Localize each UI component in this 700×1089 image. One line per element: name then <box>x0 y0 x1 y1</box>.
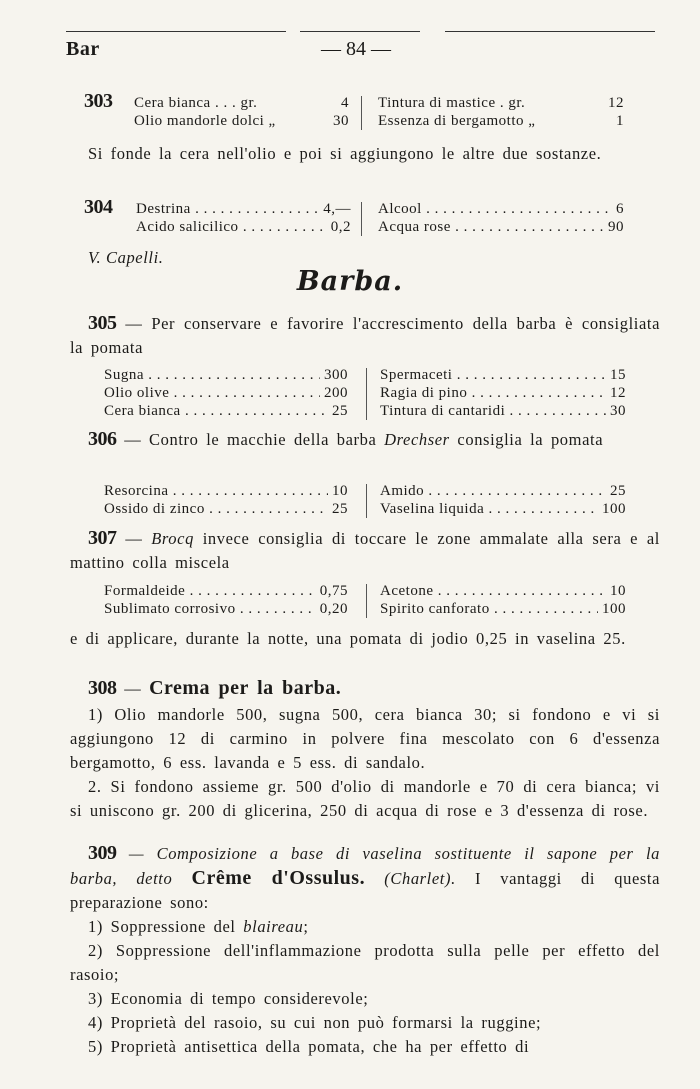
recipe-row: Spermaceti . . . 15 <box>380 366 626 384</box>
paragraph-306: 306 — Contro le macchie della barba Drechser consiglia la pomata <box>88 428 604 450</box>
recipe-right-column <box>380 366 626 420</box>
recipe-row: Alcool . . . 6 <box>378 200 624 218</box>
column-divider <box>361 96 362 130</box>
running-head: Bar <box>66 38 100 60</box>
recipe-row: Acetone . . . 10 <box>380 582 626 600</box>
recipe-row: Spirito canforato . . . 100 <box>380 600 626 618</box>
recipe-right-column <box>380 582 626 618</box>
recipe-row: Acqua rose . . . 90 <box>378 218 624 236</box>
column-divider <box>361 202 362 236</box>
paragraph-307: 307 — Brocq invece consiglia di toccare le zone ammalate alla sera e al mattino colla miscela <box>70 527 660 572</box>
recipe-left-column <box>134 94 349 130</box>
recipe-row: Ossido di zinco . . . 25 <box>104 500 348 518</box>
page-header <box>66 38 654 68</box>
section-title: Barba. <box>296 266 404 297</box>
entry-number: 306 <box>88 428 117 450</box>
recipe-row: Formaldeide . . . 0,75 <box>104 582 348 600</box>
recipe-row: Ragia di pino . . . 12 <box>380 384 626 402</box>
recipe-row: Sugna . . . 300 <box>104 366 348 384</box>
recipe-left-column <box>104 482 348 518</box>
recipe-306 <box>104 482 634 520</box>
entry-number: 304 <box>84 196 113 218</box>
page-number: — 84 — <box>321 38 391 60</box>
recipe-row: Olio olive . . . 200 <box>104 384 348 402</box>
header-rule-right <box>445 31 655 32</box>
author-304: V. Capelli. <box>88 248 164 267</box>
entry-number: 305 <box>88 312 117 334</box>
heading-crema: Crema per la barba. <box>149 677 342 699</box>
product-name: Crême d'Ossulus. <box>191 867 366 889</box>
header-rule-left <box>66 31 286 32</box>
paragraph-308: 308 — Crema per la barba. 1) Olio mandorle 500, sugna 500, cera bianca 30; si fondono e vi si aggiungono 12 di carmino in polvere fina mescolato con 6 d'essenza bergamotto, 6 ess. lavanda e 5 ess. di sandalo. 2. Si fondono assieme gr. 500 d'olio di mandorle e 70 di cera bianca; vi si uniscono gr. 200 di glicerina, 250 di acqua di rose e 3 d'essenza di rose. <box>70 677 660 820</box>
paragraph-307-after: e di applicare, durante la notte, una pomata di jodio 0,25 in vaselina 25. <box>70 629 626 648</box>
entry-number: 303 <box>84 90 113 112</box>
recipe-right-column <box>378 200 624 236</box>
paragraph-303: Si fonde la cera nell'olio e poi si aggiungono le altre due sostanze. <box>88 144 602 163</box>
recipe-row: Destrina . . . 4,— <box>136 200 351 218</box>
recipe-row: Acido salicilico . . . 0,2 <box>136 218 351 236</box>
entry-number: 307 <box>88 527 117 549</box>
entry-number: 309 <box>88 842 117 864</box>
recipe-307 <box>104 582 634 620</box>
recipe-row: Resorcina . . . 10 <box>104 482 348 500</box>
recipe-right-column <box>380 482 626 518</box>
recipe-row: Amido . . . 25 <box>380 482 626 500</box>
recipe-305 <box>104 366 634 422</box>
column-divider <box>366 368 367 420</box>
column-divider <box>366 484 367 518</box>
recipe-row: Essenza di bergamotto „ 1 <box>378 113 624 129</box>
paragraph-309: 309 — Composizione a base di vaselina sostituente il sapone per la barba, detto Crême d'Ossulus. (Charlet). I vantaggi di questa preparazione sono: 1) Soppressione del blaireau; 2) Soppressione dell'inflammazione prodotta sulla pelle per effetto del rasoio; 3) Economia di tempo considerevole; 4) Proprietà del rasoio, su cui non può formarsi la ruggine; 5) Proprietà antisettica della pomata, che ha per effetto di <box>70 842 661 1056</box>
recipe-row: Tintura di cantaridi . . . 30 <box>380 402 626 420</box>
recipe-left-column <box>104 366 348 420</box>
recipe-row: Cera bianca . . . 25 <box>104 402 348 420</box>
recipe-right-column <box>378 94 624 130</box>
recipe-304 <box>84 196 654 240</box>
entry-number: 308 <box>88 677 117 699</box>
recipe-row: Vaselina liquida . . . 100 <box>380 500 626 518</box>
recipe-303 <box>84 90 654 134</box>
recipe-left-column <box>104 582 348 618</box>
recipe-left-column <box>136 200 351 236</box>
recipe-row: Cera bianca . . . gr. 4 <box>134 95 349 111</box>
header-rule-middle <box>300 31 420 32</box>
recipe-row: Sublimato corrosivo . . . 0,20 <box>104 600 348 618</box>
paragraph-305: 305 — Per conservare e favorire l'accrescimento della barba è consigliata la pomata <box>70 312 660 357</box>
recipe-row: Olio mandorle dolci „ 30 <box>134 113 349 129</box>
recipe-row: Tintura di mastice . gr. 12 <box>378 95 624 111</box>
column-divider <box>366 584 367 618</box>
